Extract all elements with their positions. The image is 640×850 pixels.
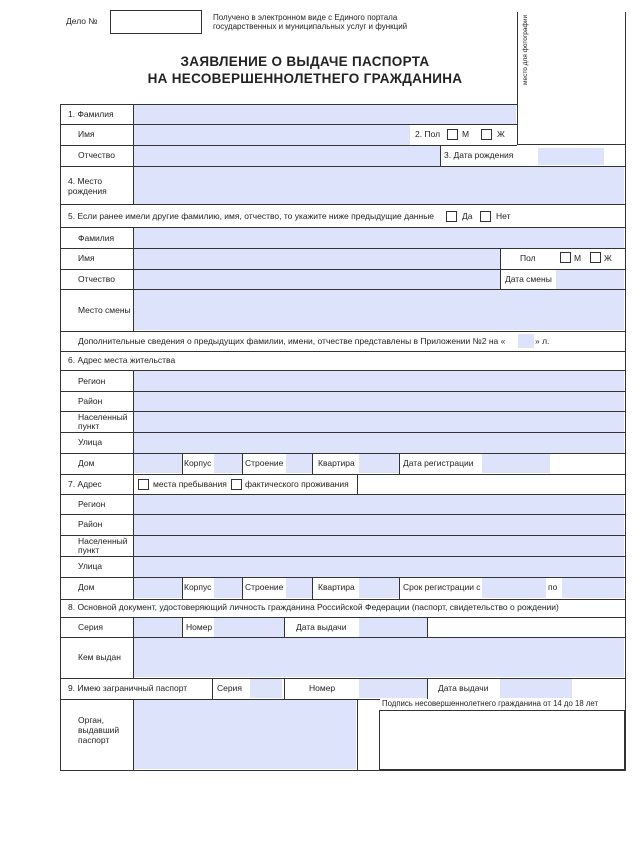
patronymic-label: Отчество bbox=[78, 150, 115, 160]
reg-term-from-label: Срок регистрации с bbox=[403, 582, 481, 592]
birthplace-field[interactable] bbox=[134, 167, 624, 204]
doc-series-field[interactable] bbox=[134, 618, 182, 637]
delo-label: Дело № bbox=[66, 16, 98, 26]
previous-names-no-checkbox[interactable] bbox=[480, 211, 491, 222]
addr-korpus-label: Корпус bbox=[184, 582, 212, 592]
res-district-field[interactable] bbox=[134, 392, 624, 411]
addr-district-field[interactable] bbox=[134, 515, 624, 535]
addr-apartment-label: Квартира bbox=[318, 582, 355, 592]
reg-term-to-field[interactable] bbox=[562, 578, 624, 598]
res-korpus-field[interactable] bbox=[214, 454, 242, 473]
gender-female-checkbox[interactable] bbox=[481, 129, 492, 140]
prev-name-label: Имя bbox=[78, 253, 95, 263]
received-note: Получено в электронном виде с Единого портала государственных и муниципальных услуг и функций bbox=[213, 13, 408, 32]
res-locality-label: Населенный пункт bbox=[78, 412, 128, 432]
birth-date-field[interactable] bbox=[538, 148, 604, 165]
res-reg-date-label: Дата регистрации bbox=[403, 458, 474, 468]
doc-number-field[interactable] bbox=[214, 618, 284, 637]
stay-address-label: места пребывания bbox=[153, 479, 227, 489]
gender-male-label: М bbox=[462, 129, 470, 139]
form-title-line2: НА НЕСОВЕРШЕННОЛЕТНЕГО ГРАЖДАНИНА bbox=[147, 71, 463, 86]
fp-number-label: Номер bbox=[309, 683, 336, 693]
doc-number-label: Номер bbox=[186, 622, 213, 632]
res-house-field[interactable] bbox=[134, 454, 182, 473]
reg-term-to-label: по bbox=[548, 582, 558, 592]
main-document-title: 8. Основной документ, удостоверяющий личность гражданина Российской Федерации (паспорт, свидетельство о рождении) bbox=[68, 602, 559, 612]
fp-issue-date-label: Дата выдачи bbox=[438, 683, 489, 693]
delo-number-field[interactable] bbox=[110, 10, 202, 34]
prev-gender-male-checkbox[interactable] bbox=[560, 252, 571, 263]
res-korpus-label: Корпус bbox=[184, 458, 212, 468]
surname-field[interactable] bbox=[134, 105, 516, 124]
addr-district-label: Район bbox=[78, 519, 103, 529]
addr-building-label: Строение bbox=[245, 582, 284, 592]
surname-label: 1. Фамилия bbox=[68, 109, 114, 119]
stay-address-checkbox[interactable] bbox=[138, 479, 149, 490]
residence-address-title: 6. Адрес места жительства bbox=[68, 355, 176, 365]
doc-issue-date-label: Дата выдачи bbox=[296, 622, 347, 632]
fp-issue-date-field[interactable] bbox=[500, 679, 572, 698]
reg-term-from-field[interactable] bbox=[482, 578, 546, 598]
prev-gender-female-label: Ж bbox=[604, 253, 612, 263]
previous-names-yes-checkbox[interactable] bbox=[446, 211, 457, 222]
res-region-field[interactable] bbox=[134, 371, 624, 391]
signature-label: Подпись несовершеннолетнего гражданина от 14 до 18 лет bbox=[382, 699, 599, 708]
addr-locality-field[interactable] bbox=[134, 536, 624, 556]
fp-series-label: Серия bbox=[217, 683, 242, 693]
addr-region-label: Регион bbox=[78, 499, 106, 509]
prev-patronymic-label: Отчество bbox=[78, 274, 115, 284]
change-place-field[interactable] bbox=[134, 290, 624, 330]
res-house-label: Дом bbox=[78, 458, 95, 468]
doc-series-label: Серия bbox=[78, 622, 103, 632]
previous-names-no-label: Нет bbox=[496, 211, 511, 221]
prev-name-field[interactable] bbox=[134, 249, 500, 269]
res-apartment-label: Квартира bbox=[318, 458, 355, 468]
photo-area bbox=[518, 13, 624, 143]
previous-names-question: 5. Если ранее имели другие фамилию, имя, отчество, то укажите ниже предыдущие данные bbox=[68, 211, 435, 221]
birth-date-label: 3. Дата рождения bbox=[444, 150, 514, 160]
signature-box[interactable] bbox=[379, 710, 625, 770]
prev-surname-label: Фамилия bbox=[78, 233, 115, 243]
doc-issue-date-field[interactable] bbox=[359, 618, 427, 637]
appendix-pages-field[interactable] bbox=[518, 334, 534, 348]
patronymic-field[interactable] bbox=[134, 146, 440, 166]
res-reg-date-field[interactable] bbox=[482, 454, 550, 473]
res-street-label: Улица bbox=[78, 437, 103, 447]
photo-label: место для фотографии bbox=[522, 14, 529, 85]
addr-building-field[interactable] bbox=[286, 578, 312, 598]
gender-male-checkbox[interactable] bbox=[447, 129, 458, 140]
prev-surname-field[interactable] bbox=[134, 228, 624, 248]
prev-gender-male-label: М bbox=[574, 253, 582, 263]
res-building-field[interactable] bbox=[286, 454, 312, 473]
change-date-label: Дата смены bbox=[505, 274, 552, 284]
addr-korpus-field[interactable] bbox=[214, 578, 242, 598]
name-field[interactable] bbox=[134, 125, 410, 145]
prev-gender-label: Пол bbox=[520, 253, 536, 263]
actual-address-checkbox[interactable] bbox=[231, 479, 242, 490]
fp-authority-field[interactable] bbox=[134, 700, 356, 769]
res-locality-field[interactable] bbox=[134, 412, 624, 432]
issued-by-label: Кем выдан bbox=[78, 652, 121, 662]
appendix-note-end: » л. bbox=[535, 336, 550, 346]
appendix-note: Дополнительные сведения о предыдущих фамилии, имени, отчестве представлены в Приложении №2 на « bbox=[78, 336, 506, 346]
res-region-label: Регион bbox=[78, 376, 106, 386]
addr-house-field[interactable] bbox=[134, 578, 182, 598]
change-place-label: Место смены bbox=[78, 305, 131, 315]
address-type-title: 7. Адрес bbox=[68, 479, 102, 489]
fp-series-field[interactable] bbox=[250, 679, 282, 698]
fp-number-field[interactable] bbox=[359, 679, 427, 698]
gender-female-label: Ж bbox=[497, 129, 505, 139]
addr-locality-label: Населенный пункт bbox=[78, 536, 128, 556]
fp-authority-label: Орган, выдавший паспорт bbox=[78, 715, 120, 745]
gender-label: 2. Пол bbox=[415, 129, 441, 139]
res-street-field[interactable] bbox=[134, 433, 624, 453]
addr-apartment-field[interactable] bbox=[359, 578, 399, 598]
birthplace-label: 4. Место рождения bbox=[68, 176, 107, 196]
addr-region-field[interactable] bbox=[134, 495, 624, 514]
res-district-label: Район bbox=[78, 396, 103, 406]
addr-house-label: Дом bbox=[78, 582, 95, 592]
prev-patronymic-field[interactable] bbox=[134, 270, 500, 289]
foreign-passport-title: 9. Имею заграничный паспорт bbox=[68, 683, 188, 693]
res-apartment-field[interactable] bbox=[359, 454, 399, 473]
res-building-label: Строение bbox=[245, 458, 284, 468]
addr-street-field[interactable] bbox=[134, 557, 624, 577]
change-date-field[interactable] bbox=[556, 270, 624, 289]
addr-street-label: Улица bbox=[78, 561, 103, 571]
issued-by-field[interactable] bbox=[134, 638, 624, 677]
actual-address-label: фактического проживания bbox=[245, 479, 349, 489]
form-title-line1: ЗАЯВЛЕНИЕ О ВЫДАЧЕ ПАСПОРТА bbox=[180, 54, 430, 69]
prev-gender-female-checkbox[interactable] bbox=[590, 252, 601, 263]
name-label: Имя bbox=[78, 129, 95, 139]
previous-names-yes-label: Да bbox=[462, 211, 473, 221]
